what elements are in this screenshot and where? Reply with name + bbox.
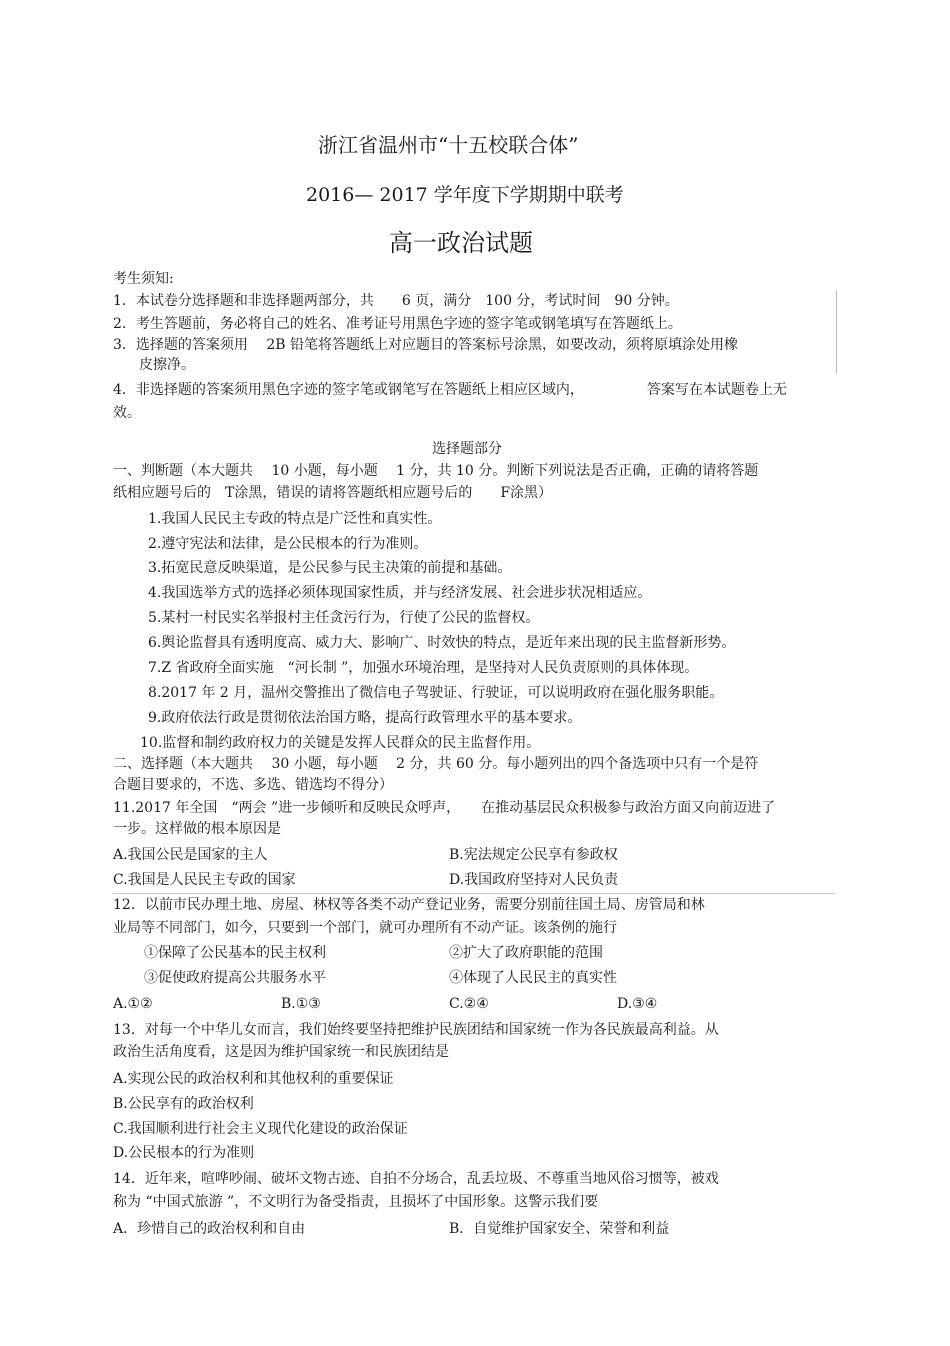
judge-item-8: 8.2017 年 2 月，温州交警推出了微信电子驾驶证、行驶证，可以说明政府在强化服务职能。 <box>148 685 724 701</box>
q13-option-b: B.公民享有的政治权利 <box>113 1096 254 1112</box>
q13-option-c: C.我国顺利进行社会主义现代化建设的政治保证 <box>113 1121 408 1137</box>
q14-stem-2: 称为 “中国式旅游 ”，不文明行为备受指责，且损坏了中国形象。这警示我们要 <box>113 1194 599 1210</box>
judge-item-1: 1.我国人民民主专政的特点是广泛性和真实性。 <box>148 511 442 527</box>
part1-intro-1: 一、判断题（本大题共 10 小题，每小题 1 分，共 10 分。判断下列说法是否正确，正确的请将答题 <box>113 463 759 479</box>
judge-item-10: 10.监督和制约政府权力的关键是发挥人民群众的民主监督作用。 <box>140 735 541 751</box>
page-title: 高一政治试题 <box>389 229 533 257</box>
notice-item-3: 3．选择题的答案须用 2B 铅笔将答题纸上对应题目的答案标号涂黑，如要改动，须将原填涂处用橡 <box>113 337 739 353</box>
q13-stem-1: 13．对每一个中华儿女而言，我们始终要坚持把维护民族团结和国家统一作为各民族最高利益。从 <box>113 1022 719 1038</box>
judge-item-2: 2.遵守宪法和法律，是公民根本的行为准则。 <box>148 536 428 552</box>
notice-item-3-cont: 皮擦净。 <box>139 357 195 373</box>
q13-option-a: A.实现公民的政治权利和其他权利的重要保证 <box>113 1071 394 1087</box>
q12-statement-3: ③促使政府提高公共服务水平 <box>144 970 326 986</box>
q11-stem-2: 一步。这样做的根本原因是 <box>113 821 281 837</box>
judge-item-4: 4.我国选举方式的选择必须体现国家性质，并与经济发展、社会进步状况相适应。 <box>148 585 652 601</box>
part2-intro-1: 二、选择题（本大题共 30 小题，每小题 2 分，共 60 分。每小题列出的四个备选项中只有一个是符 <box>113 756 759 772</box>
q12-statement-1: ①保障了公民基本的民主权利 <box>144 945 326 961</box>
margin-rule <box>836 290 837 374</box>
q14-stem-1: 14．近年来，喧哗吵闹、破坏文物古迹、自拍不分场合，乱丢垃圾、不尊重当地风俗习惯等，被戏 <box>113 1171 719 1187</box>
q12-option-a: A.①② <box>113 996 153 1012</box>
header-line2: 2016— 2017 学年度下学期期中联考 <box>306 184 624 206</box>
q12-option-b: B.①③ <box>281 996 321 1012</box>
q11-option-a: A.我国公民是国家的主人 <box>113 847 268 863</box>
header-line1: 浙江省温州市“十五校联合体” <box>318 133 579 157</box>
q13-option-d: D.公民根本的行为准则 <box>113 1145 255 1161</box>
q12-statement-2: ②扩大了政府职能的范围 <box>449 945 603 961</box>
q11-option-b: B.宪法规定公民享有参政权 <box>449 847 618 863</box>
notice-item-2: 2．考生答题前，务必将自己的姓名、准考证号用黑色字迹的签字笔或钢笔填写在答题纸上。 <box>113 316 682 332</box>
part2-intro-2: 合题目要求的，不选、多选、错选均不得分） <box>113 777 393 793</box>
q12-statement-4: ④体现了人民民主的真实性 <box>449 970 617 986</box>
q11-stem-1: 11.2017 年全国 “两会 ”进一步倾听和反映民众呼声， 在推动基层民众积极参与政治方面又向前迈进了 <box>113 800 776 816</box>
separator-rule <box>113 893 836 894</box>
notice-item-1: 1．本试卷分选择题和非选择题两部分，共 6 页，满分 100 分，考试时间 90 分钟。 <box>113 293 679 309</box>
q14-option-a: A．珍惜自己的政治权利和自由 <box>113 1221 306 1237</box>
judge-item-9: 9.政府依法行政是贯彻依法治国方略，提高行政管理水平的基本要求。 <box>148 710 582 726</box>
section-title: 选择题部分 <box>432 441 502 457</box>
q14-option-b: B．自觉维护国家安全、荣誉和利益 <box>449 1221 670 1237</box>
q11-option-c: C.我国是人民民主专政的国家 <box>113 872 296 888</box>
judge-item-5: 5.某村一村民实名举报村主任贪污行为，行使了公民的监督权。 <box>148 610 540 626</box>
q12-option-c: C.②④ <box>449 996 489 1012</box>
notice-heading: 考生须知: <box>113 271 174 287</box>
q12-stem-1: 12．以前市民办理土地、房屋、林权等各类不动产登记业务，需要分别前往国土局、房管局和林 <box>113 897 705 913</box>
watermark <box>705 1062 880 1098</box>
judge-item-7: 7.Z 省政府全面实施 “河长制 ”，加强水环境治理，是坚持对人民负责原则的具体体现。 <box>148 660 699 676</box>
notice-item-4-cont: 效。 <box>113 405 141 421</box>
q12-option-d: D.③④ <box>617 996 658 1012</box>
judge-item-3: 3.拓宽民意反映渠道，是公民参与民主决策的前提和基础。 <box>148 560 512 576</box>
judge-item-6: 6.舆论监督具有透明度高、威力大、影响广、时效快的特点，是近年来出现的民主监督新形势。 <box>148 635 736 651</box>
q13-stem-2: 政治生活角度看，这是因为维护国家统一和民族团结是 <box>113 1044 449 1060</box>
part1-intro-2: 纸相应题号后的 T涂黑，错误的请将答题纸相应题号后的 F涂黑） <box>113 485 553 501</box>
notice-item-4: 4．非选择题的答案须用黑色字迹的签字笔或钢笔写在答题纸上相应区域内， 答案写在本试题卷上无 <box>113 382 787 398</box>
q12-stem-2: 业局等不同部门，如今，只要到一个部门，就可办理所有不动产证。该条例的施行 <box>113 920 617 936</box>
q11-option-d: D.我国政府坚持对人民负责 <box>449 872 619 888</box>
